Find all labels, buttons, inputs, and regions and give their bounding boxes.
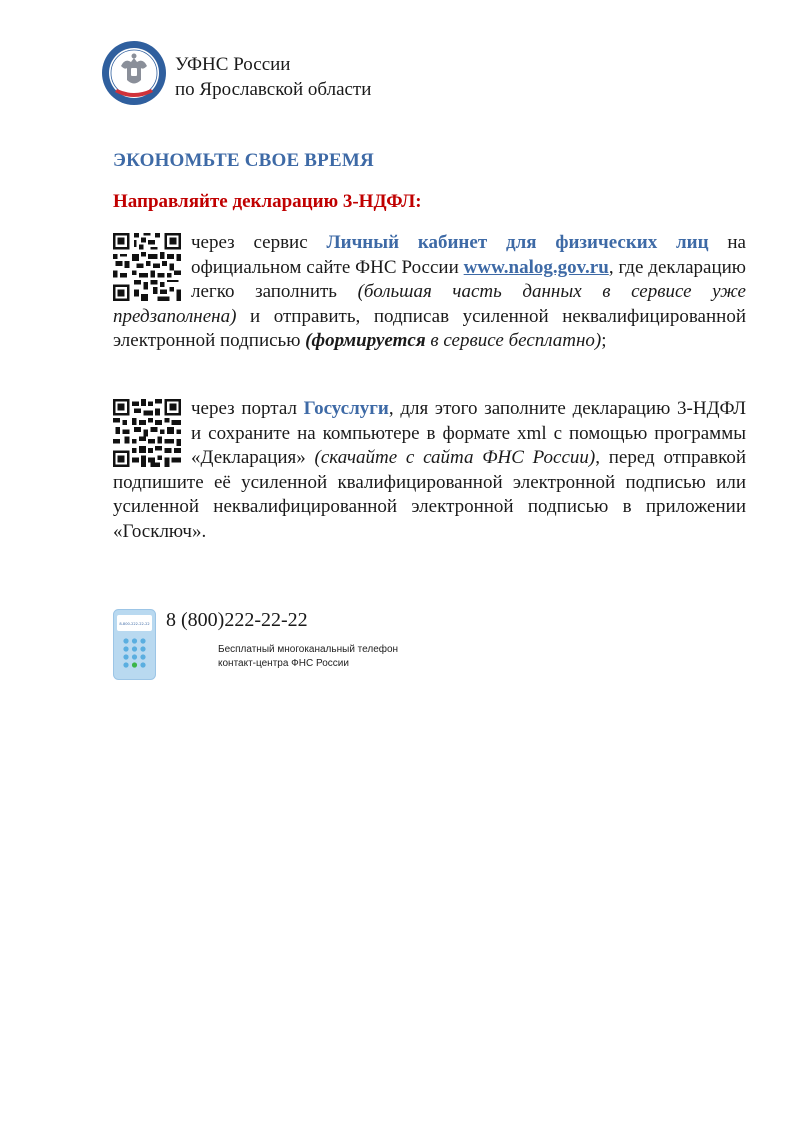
lk-text-1: через сервис bbox=[191, 232, 327, 253]
gu-text-1: через портал bbox=[191, 398, 304, 419]
lk-qr-code-icon[interactable] bbox=[113, 233, 181, 301]
org-name-line1: УФНС России bbox=[175, 54, 291, 75]
page-subheading: Направляйте декларацию 3-НДФЛ: bbox=[113, 191, 422, 212]
org-name bbox=[175, 52, 371, 102]
phone-caption-line1: Бесплатный многоканальный телефон bbox=[218, 644, 399, 655]
lk-text-5: ; bbox=[601, 330, 607, 351]
lk-service-name: Личный кабинет для физических лиц bbox=[326, 232, 709, 253]
lk-italic-2: (формируется bbox=[305, 330, 426, 351]
phone-number[interactable]: 8 (800)222-22-22 bbox=[166, 609, 308, 631]
nalog-link[interactable]: www.nalog.gov.ru bbox=[463, 256, 609, 278]
lk-italic-3: в сервисе бесплатно) bbox=[425, 330, 602, 351]
lk-text-2: на официальном сайте ФНС России bbox=[191, 232, 746, 278]
phone-caption bbox=[218, 643, 398, 671]
gu-text-3: , перед отправкой подпишите её усиленной квалифицированной электронной подписью или усиленной неквалифицированной электронной подписью в приложении «Госключ». bbox=[113, 447, 747, 542]
gosuslugi-paragraph bbox=[113, 397, 746, 544]
lk-paragraph bbox=[113, 231, 746, 354]
gosuslugi-qr-code-icon[interactable] bbox=[113, 399, 181, 467]
page-heading: ЭКОНОМЬТЕ СВОЕ ВРЕМЯ bbox=[113, 150, 374, 171]
gosuslugi-service-name: Госуслуги bbox=[303, 398, 389, 419]
gu-italic-1: (скачайте с сайта ФНС России) bbox=[314, 447, 596, 468]
phone-screen-text: 8-800-222-22-22 bbox=[119, 622, 150, 626]
fns-emblem-icon bbox=[101, 40, 167, 106]
phone-icon bbox=[113, 609, 156, 680]
org-name-line2: по Ярославской области bbox=[175, 79, 372, 100]
phone-caption-line2: контакт-центра ФНС России bbox=[218, 658, 349, 669]
lk-italic-1: (большая часть данных в сервисе уже предзаполнена) bbox=[113, 281, 746, 327]
gu-text-2: , для этого заполните декларацию 3-НДФЛ и сохраните на компьютере в формате xml с помощью программы «Декларация» bbox=[191, 398, 746, 468]
lk-text-3: , где декларацию легко заполнить bbox=[191, 256, 746, 302]
lk-text-4: и отправить, подписав усиленной неквалифицированной электронной подписью bbox=[113, 305, 746, 351]
